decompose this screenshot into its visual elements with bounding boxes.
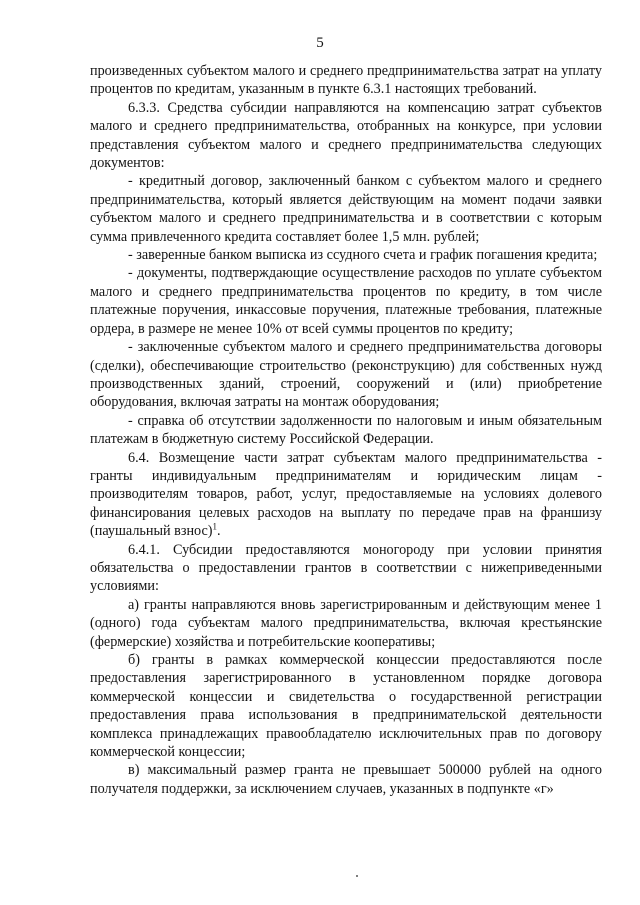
paragraph-text: 6.3.3. Средства субсидии направляются на компенсацию затрат субъектов малого и среднего предпринимательства, отобранных на конкурсе, при условии представления субъектом малого и среднего предпринимательства следующих документов: — [90, 99, 602, 172]
paragraph-text: - документы, подтверждающие осуществление расходов по уплате субъектом малого и среднего предпринимательства процентов по кредиту, в том числе платежные поручения, инкассовые поручения, платежные требования, платежные ордера, в размере не менее 10% от всей суммы процентов по кредиту; — [90, 265, 602, 337]
paragraph-text: - справка об отсутствии задолженности по налоговым и иным обязательным платежам в бюджетную систему Российской Федерации. — [90, 412, 602, 448]
paragraph-text: - заключенные субъектом малого и среднего предпринимательства договоры (сделки), обеспечивающие строительство (реконструкцию) для собственных нужд производственных зданий, строений, сооружений и (или) приобретение оборудования, включая затраты на монтаж оборудования; — [90, 339, 602, 411]
list-item-construction-contracts — [90, 338, 602, 412]
paragraph-tail: . — [217, 523, 221, 540]
condition-a — [90, 596, 602, 651]
paragraph-text: 6.4.1. Субсидии предоставляются моногороду при условии принятия обязательства о предоставлении грантов в соответствии с нижеприведенными условиями: — [90, 541, 602, 595]
body-text — [90, 62, 602, 798]
footnote-marker: 1 — [212, 521, 218, 532]
paragraph-text: в) максимальный размер гранта не превышает 500000 рублей на одного получателя поддержки, за исключением случаев, указанных в подпункте «г» — [90, 762, 602, 797]
paragraph-text: а) гранты направляются вновь зарегистрированным и действующим менее 1 (одного) года субъектам малого предпринимательства, включая крестьянские (фермерские) хозяйства и потребительские кооперативы; — [90, 596, 602, 650]
page-number: 5 — [316, 35, 324, 51]
paragraph-text: - кредитный договор, заключенный банком с субъектом малого и среднего предпринимательства, который является действующим на момент подачи заявки субъектом малого и среднего предпринимательства и в соответствии с которым сумма привлеченного кредита составляет более 1,5 млн. рублей; — [90, 173, 602, 245]
paragraph-text: произведенных субъектом малого и среднего предпринимательства затрат на уплату процентов по кредитам, указанным в пункте 6.3.1 настоящих требований. — [90, 63, 602, 98]
condition-b — [90, 651, 602, 761]
condition-v — [90, 761, 602, 798]
paragraph-text: б) гранты в рамках коммерческой концессии предоставляются после предоставления зарегистрированного в установленном порядке договора коммерческой концессии и свидетельства о государственной регистрации предоставления права использования в предпринимательской деятельности комплекса принадлежащих правообладателю исключительных прав по договору коммерческой концессии; — [90, 652, 602, 761]
list-item-bank-statement — [90, 246, 602, 264]
scan-speck — [356, 875, 358, 877]
paragraph-text: 6.4. Возмещение части затрат субъектам малого предпринимательства - гранты индивидуальным предпринимателям и юридическим лицам - производителям товаров, работ, услуг, предоставляемые на условиях долевого финансирования целевых расходов на выплату по передаче прав на франшизу (паушальный взнос) — [90, 449, 602, 540]
list-item-credit-agreement — [90, 172, 602, 246]
paragraph-6-4 — [90, 449, 602, 541]
paragraph-continuation — [90, 62, 602, 99]
list-item-tax-certificate — [90, 412, 602, 449]
paragraph-6-3-3 — [90, 99, 602, 173]
list-item-payment-documents — [90, 264, 602, 338]
paragraph-6-4-1 — [90, 541, 602, 596]
paragraph-text: - заверенные банком выписка из ссудного счета и график погашения кредита; — [128, 247, 598, 264]
